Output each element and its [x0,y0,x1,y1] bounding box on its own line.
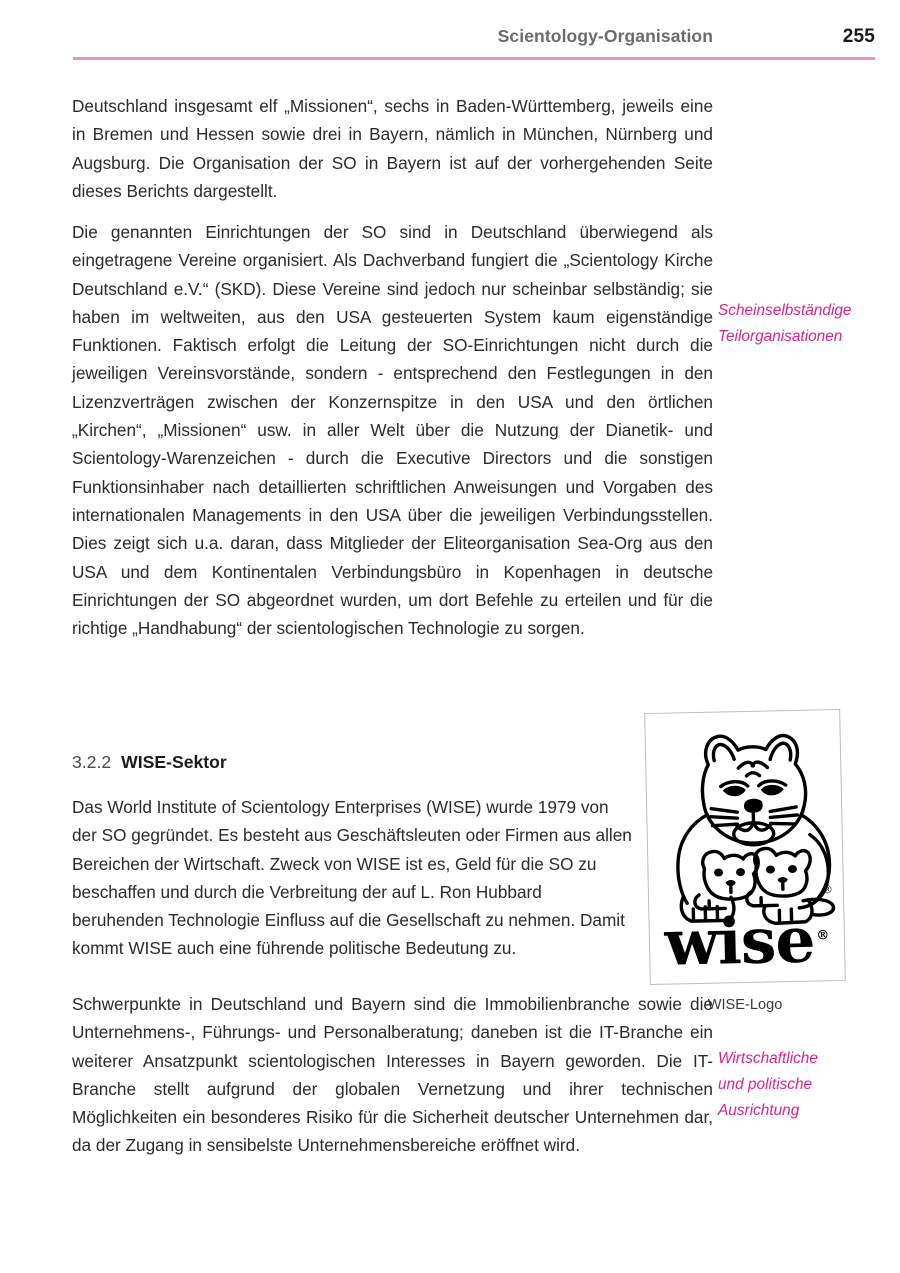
margin-note-wirtschaftliche [718,1046,888,1124]
wise-wordmark-text: wise [663,902,816,980]
figure-frame [644,709,846,985]
body-paragraph: Schwerpunkte in Deutschland und Bayern sind die Immobilienbranche sowie die Unternehmens-, Führungs- und Personalberatung; daneben ist die IT-Branche ein weiterer Ansatzpunkt scientologischen Interesses in Bayern geworden. Die IT-Branche stellt aufgrund der globalen Vernetzung und ihrer technischen Möglichkeiten ein besonderes Risiko für die Sicherheit deutscher Unternehmen dar, da der Zugang in sensibelste Unternehmensbereiche eröffnet wird. [72,994,713,1156]
page-title: Scientology-Organisation [497,26,713,46]
section-title: WISE-Sektor [121,752,227,772]
margin-note-line: Scheinselbständige [718,302,852,319]
page-number: 255 [842,26,875,47]
margin-note-line: Ausrichtung [718,1102,800,1119]
body-paragraph: Das World Institute of Scientology Enterprises (WISE) wurde 1979 von der SO gegründet. Es besteht aus Geschäftsleuten oder Firmen aus allen Bereichen der Wirtschaft. Zweck von WISE ist es, Geld für die SO zu beschaffen und durch die Verbreitung der auf L. Ron Hubbard beruhenden Technologie Einfluss auf die Gesellschaft zu nehmen. Damit kommt WISE auch eine führende politische Bedeutung zu. [72,797,632,959]
section-heading [72,752,227,773]
margin-note-scheinselbstaendige [718,298,888,350]
paragraph-block-4 [72,990,713,1160]
paragraph-block-3 [72,793,638,988]
wise-wordmark [649,902,844,980]
registered-mark-icon: ® [816,928,830,944]
paragraph-block-1 [72,92,713,230]
figure-wise-logo [647,711,843,1013]
section-number: 3.2.2 [72,752,112,772]
margin-note-line: Teilorganisationen [718,328,843,345]
margin-note-line: Wirtschaftliche [718,1050,818,1067]
registered-mark-icon: ® [821,883,834,897]
figure-caption: WISE-Logo [707,997,783,1013]
paragraph-block-2 [72,218,713,667]
margin-note-line: und politische [718,1076,813,1093]
header-rule [73,57,875,60]
body-paragraph: Deutschland insgesamt elf „Missionen“, sechs in Baden-Württemberg, jeweils eine in Bremen und Hessen sowie drei in Bayern, nämlich in München, Nürnberg und Augsburg. Die Organisation der SO in Bayern ist auf der vorhergehenden Seite dieses Berichts dargestellt. [72,96,713,201]
body-paragraph: Die genannten Einrichtungen der SO sind in Deutschland überwiegend als eingetragene Vereine organisiert. Als Dachverband fungiert die „Scientology Kirche Deutschland e.V.“ (SKD). Diese Vereine sind jedoch nur scheinbar selbständig; sie haben im weltweiten, aus den USA gesteuerten System kaum eigenständige Funktionen. Faktisch erfolgt die Leitung der SO-Einrichtungen nicht durch die jeweiligen Vereinsvorstände, sondern - entsprechend den Festlegungen in den Lizenzverträgen zwischen der Konzernspitze in den USA und den örtlichen „Kirchen“, „Missionen“ usw. in aller Welt über die Nutzung der Dianetik- und Scientology-Warenzeichen - durch die Executive Directors und die sonstigen Funktionsinhaber nach detaillierten schriftlichen Anweisungen und Vorgaben des internationalen Managements in den USA über die jeweiligen Verbindungsstellen. Dies zeigt sich u.a. daran, dass Mitglieder der Eliteorganisation Sea-Org aus den USA und dem Kontinentalen Verbindungsbüro in Kopenhagen in deutsche Einrichtungen der SO abgeordnet wurden, um dort Befehle zu erteilen und für die richtige „Handhabung“ der scientologischen Technologie zu sorgen. [72,222,713,639]
